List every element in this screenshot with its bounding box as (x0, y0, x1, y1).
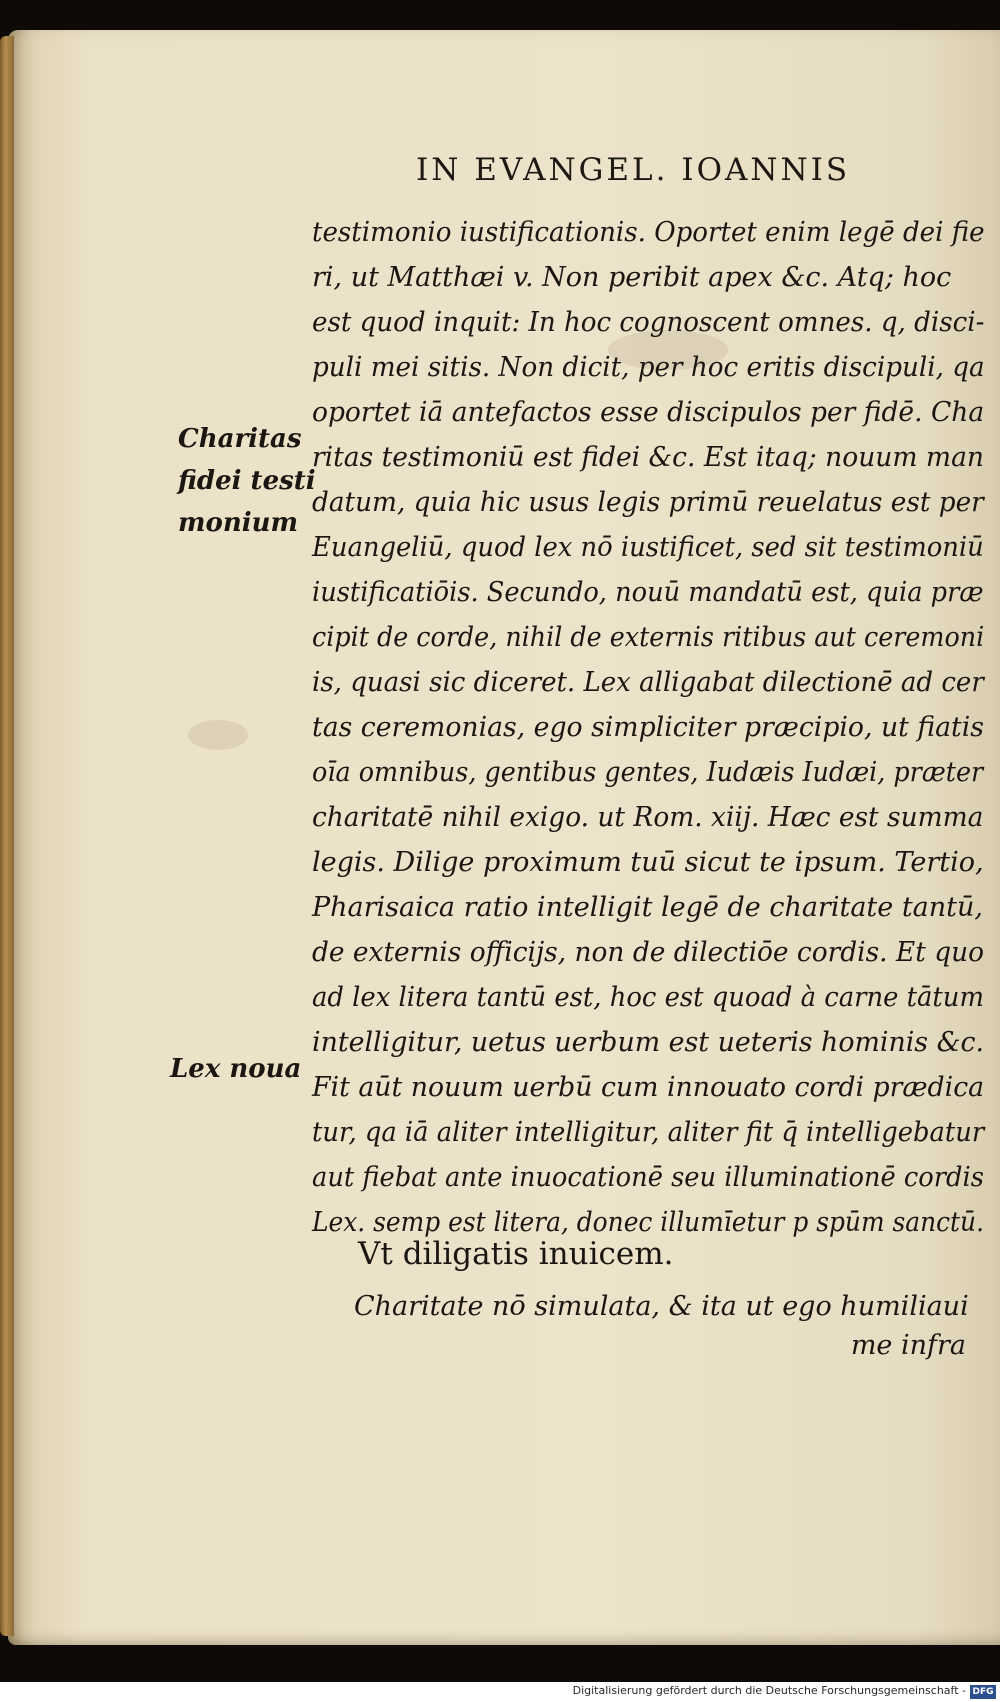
text-line: tas ceremonias, ego simpliciter præcipio, ut fiatis (312, 712, 984, 743)
text-line: Fit aūt nouum uerbū cum innouato cordi prædica (312, 1072, 985, 1103)
margin-note-charitas (178, 418, 316, 544)
dfg-logo: DFG (970, 1685, 996, 1699)
text-line: Pharisaica ratio intelligit legē de charitate tantū, (312, 892, 983, 923)
page-edge (0, 36, 14, 1636)
text-line: ad lex litera tantū est, hoc est quoad à carne tātum (312, 982, 984, 1013)
text-line: puli mei sitis. Non dicit, per hoc eritis discipuli, qa (312, 352, 985, 383)
text-line: oīa omnibus, gentibus gentes, Iudæis Iudæi, præter (312, 757, 984, 788)
margin-note-line: Lex noua (170, 1054, 302, 1084)
catchword: me infra (850, 1330, 966, 1361)
text-line: tur, qa iā aliter intelligitur, aliter fit q̄ intelligebatur (312, 1117, 985, 1148)
verse-heading: Vt diligatis inuicem. (358, 1236, 674, 1272)
commentary-text (354, 1284, 984, 1330)
text-line: intelligitur, uetus uerbum est ueteris hominis &c. (312, 1027, 984, 1058)
text-line: Lex. semp est litera, donec illumīetur p spūm sanctū. (312, 1207, 985, 1238)
running-head: IN EVANGEL. IOANNIS (416, 152, 851, 188)
text-line: ritas testimoniū est fidei &c. Est itaq; nouum man (312, 442, 984, 473)
text-line: ri, ut Matthæi v. Non peribit apex &c. Atq; hoc (312, 262, 952, 293)
text-line: legis. Dilige proximum tuū sicut te ipsum. Tertio, (312, 847, 984, 878)
body-text (312, 210, 984, 1245)
margin-note-lex-noua (170, 1048, 301, 1090)
text-line: de externis officijs, non de dilectiōe cordis. Et quo (312, 937, 985, 968)
text-line: is, quasi sic diceret. Lex alligabat dilectionē ad cer (312, 667, 984, 698)
margin-note-line: Charitas (178, 424, 302, 454)
paper-stain (188, 720, 248, 750)
text-line: aut fiebat ante inuocationē seu illuminationē cordis (312, 1162, 984, 1193)
text-line: Euangeliū, quod lex nō iustificet, sed sit testimoniū (312, 532, 984, 563)
text-line: testimonio iustificationis. Oportet enim legē dei fie (312, 217, 985, 248)
text-line: est quod inquit: In hoc cognoscent omnes. q, disci- (312, 307, 985, 338)
text-line: charitatē nihil exigo. ut Rom. xiij. Hæc est summa (312, 802, 984, 833)
margin-note-line: fidei testi (178, 466, 316, 496)
margin-note-line: monium (178, 508, 299, 538)
text-line: cipit de corde, nihil de externis ritibus aut ceremoni (312, 622, 985, 653)
text-line: iustificatiōis. Secundo, nouū mandatū est, quia præ (312, 577, 984, 608)
text-line: oportet iā antefactos esse discipulos per fidē. Cha (312, 397, 985, 428)
text-line: datum, quia hic usus legis primū reuelatus est per (312, 487, 984, 518)
text-line: Charitate nō simulata, & ita ut ego humiliaui (354, 1291, 969, 1322)
footer-credit: Digitalisierung gefördert durch die Deutsche Forschungsgemeinschaft - (572, 1684, 966, 1697)
